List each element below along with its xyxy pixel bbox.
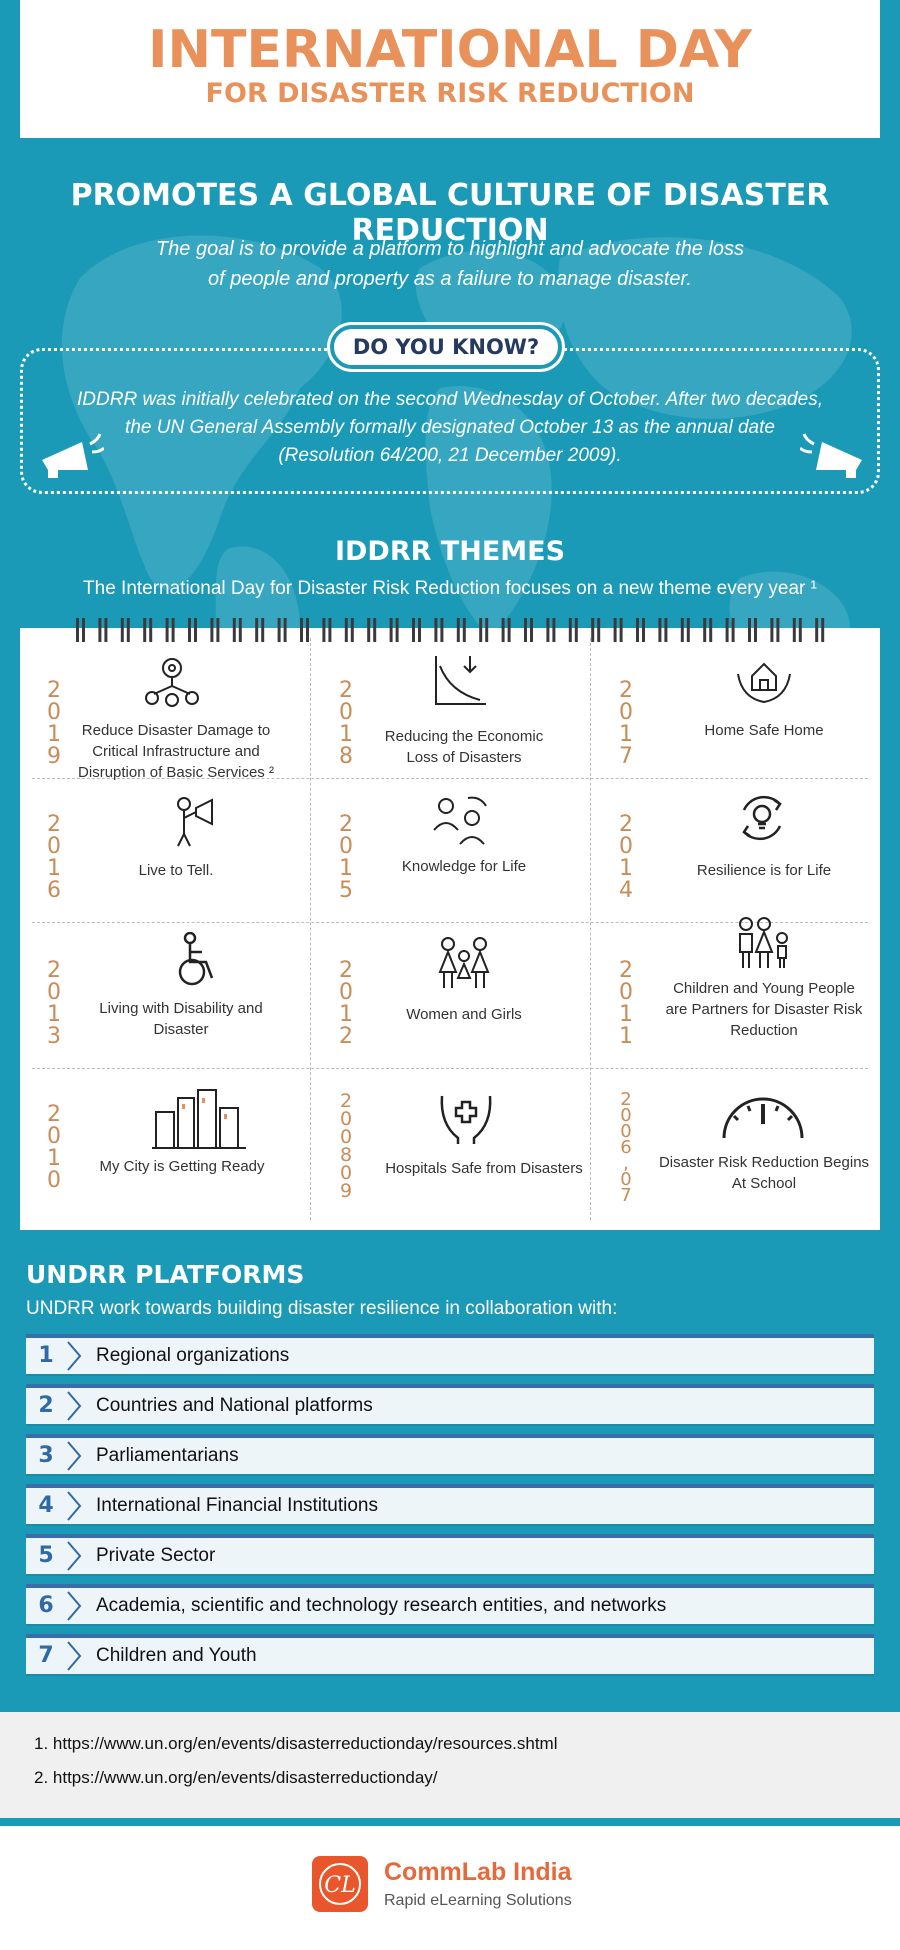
know-line-3: (Resolution 64/200, 21 December 2009).: [278, 445, 622, 466]
theme-year: 2 0 1 5: [339, 812, 353, 903]
binding-ring: [143, 618, 152, 642]
theme-label: Knowledge for Life: [401, 858, 527, 875]
platform-label: Countries and National platforms: [96, 1395, 373, 1416]
platform-number: 4: [38, 1493, 54, 1518]
binding-ring: [390, 618, 399, 642]
platform-number: 2: [38, 1393, 54, 1418]
binding-ring: [793, 618, 802, 642]
global-culture-heading: PROMOTES A GLOBAL CULTURE OF DISASTER REDUCTION: [70, 178, 830, 248]
binding-ring: [278, 618, 287, 642]
binding-ring: [367, 618, 376, 642]
do-you-know-label: DO YOU KNOW?: [330, 325, 562, 369]
theme-label: Hospitals Safe from Disasters: [385, 1160, 583, 1177]
brand-tagline: Rapid eLearning Solutions: [384, 1892, 572, 1909]
brand-name: CommLab India: [384, 1858, 572, 1886]
header-banner: [20, 0, 880, 138]
gauge-icon: [718, 1094, 808, 1144]
chevron-right-icon: [66, 1488, 84, 1524]
theme-label: Reduce Disaster Damage to Critical Infrastructure and Disruption of Basic Services ²: [78, 722, 274, 781]
theme-year: 2 0 0 6 , 0 7: [620, 1089, 632, 1206]
theme-year: 2 0 1 0: [47, 1102, 61, 1193]
binding-ring: [233, 618, 242, 642]
binding-ring: [345, 618, 354, 642]
binding-ring: [748, 618, 757, 642]
platform-item: [26, 1484, 874, 1524]
binding-ring: [457, 618, 466, 642]
chevron-right-icon: [66, 1438, 84, 1474]
megaphone-left-icon: [34, 430, 104, 480]
themes-board: [20, 628, 880, 1230]
chevron-right-icon: [66, 1638, 84, 1674]
women-girls-icon: [434, 936, 494, 992]
binding-ring: [569, 618, 578, 642]
column-divider: [590, 638, 591, 1220]
theme-year: 2 0 1 6: [47, 812, 61, 903]
page-subtitle: FOR DISASTER RISK REDUCTION: [205, 78, 695, 109]
binding-ring: [546, 618, 555, 642]
row-divider: [32, 1068, 868, 1069]
platform-item: [26, 1534, 874, 1574]
binding-ring: [255, 618, 264, 642]
themes-title: IDDRR THEMES: [334, 536, 566, 567]
footer: [0, 1826, 900, 1950]
commlab-logo-icon: [312, 1856, 368, 1912]
binding-ring: [681, 618, 690, 642]
infrastructure-icon: [142, 656, 202, 708]
main-section: [0, 138, 900, 1712]
binding-ring: [815, 618, 824, 642]
wheelchair-icon: [172, 932, 220, 988]
binding-ring: [726, 618, 735, 642]
goal-text: [0, 234, 900, 294]
know-line-2: the UN General Assembly formally designated October 13 as the annual date: [125, 417, 775, 438]
logo-letters: CL: [324, 1873, 356, 1898]
platform-label: International Financial Institutions: [96, 1495, 378, 1516]
binding-ring: [166, 618, 175, 642]
knowledge-icon: [430, 792, 492, 846]
platform-label: Parliamentarians: [96, 1445, 239, 1466]
theme-label: Resilience is for Life: [696, 862, 832, 879]
reference-link[interactable]: 1. https://www.un.org/en/events/disasterreductionday/resources.shtml: [34, 1734, 558, 1753]
platform-number: 3: [38, 1443, 54, 1468]
theme-year: 2 0 1 4: [619, 812, 633, 903]
platforms-title: UNDRR PLATFORMS: [26, 1260, 305, 1289]
binding-ring: [98, 618, 107, 642]
goal-line-2: of people and property as a failure to manage disaster.: [207, 268, 692, 290]
theme-label: Live to Tell.: [138, 862, 214, 879]
themes-subtitle: The International Day for Disaster Risk Reduction focuses on a new theme every year ¹: [83, 578, 817, 599]
platform-label: Children and Youth: [96, 1645, 257, 1666]
platform-item: [26, 1434, 874, 1474]
theme-year: 2 0 0 8 0 9: [339, 1090, 353, 1202]
platform-item: [26, 1584, 874, 1624]
page-title: INTERNATIONAL DAY: [148, 20, 752, 80]
home-hands-icon: [734, 654, 794, 708]
platform-item: [26, 1384, 874, 1424]
know-line-1: IDDRR was initially celebrated on the second Wednesday of October. After two decades,: [77, 389, 823, 410]
do-you-know-text: [60, 386, 840, 470]
platform-item: [26, 1634, 874, 1674]
logo-mark-icon: [312, 1856, 368, 1912]
platform-item: [26, 1334, 874, 1374]
binding-ring: [502, 618, 511, 642]
binding-ring: [591, 618, 600, 642]
binding-ring: [658, 618, 667, 642]
theme-label: Reducing the Economic Loss of Disasters: [384, 728, 544, 766]
footer-divider: [0, 1818, 900, 1826]
platform-number: 1: [38, 1343, 54, 1368]
chevron-right-icon: [66, 1338, 84, 1374]
binding-ring: [614, 618, 623, 642]
platform-label: Regional organizations: [96, 1345, 290, 1366]
theme-label: Home Safe Home: [704, 722, 824, 739]
binding-ring: [636, 618, 645, 642]
family-icon: [736, 916, 792, 970]
megaphone-person-icon: [170, 794, 220, 848]
binding-ring: [121, 618, 130, 642]
platforms-subtitle: UNDRR work towards building disaster resilience in collaboration with:: [26, 1298, 618, 1319]
theme-year: 2 0 1 8: [339, 678, 353, 769]
theme-label: Women and Girls: [406, 1006, 522, 1023]
binding-ring: [703, 618, 712, 642]
chevron-right-icon: [66, 1588, 84, 1624]
theme-year: 2 0 1 3: [47, 958, 61, 1049]
column-divider: [310, 638, 311, 1220]
theme-year: 2 0 1 7: [619, 678, 633, 769]
reference-link[interactable]: 2. https://www.un.org/en/events/disasterreductionday/: [34, 1768, 438, 1787]
theme-year: 2 0 1 1: [619, 958, 633, 1049]
theme-year: 2 0 1 9: [47, 678, 61, 769]
binding-ring: [300, 618, 309, 642]
goal-line-1: The goal is to provide a platform to highlight and advocate the loss: [155, 238, 745, 260]
theme-year: 2 0 1 2: [339, 958, 353, 1049]
theme-label: My City is Getting Ready: [99, 1158, 265, 1175]
theme-label: Disaster Risk Reduction Begins At School: [658, 1154, 870, 1192]
binding-ring: [412, 618, 421, 642]
binding-ring: [76, 618, 85, 642]
platform-number: 7: [38, 1643, 54, 1668]
economic-loss-icon: [430, 652, 490, 708]
chevron-right-icon: [66, 1388, 84, 1424]
references-section: [0, 1712, 900, 1824]
binding-ring: [188, 618, 197, 642]
binding-ring: [770, 618, 779, 642]
theme-label: Children and Young People are Partners for Disaster Risk Reduction: [665, 980, 863, 1039]
city-icon: [152, 1088, 246, 1150]
chevron-right-icon: [66, 1538, 84, 1574]
binding-ring: [479, 618, 488, 642]
binding-ring: [524, 618, 533, 642]
binding-ring: [434, 618, 443, 642]
megaphone-right-icon: [800, 430, 870, 480]
platform-number: 6: [38, 1593, 54, 1618]
platform-label: Private Sector: [96, 1545, 216, 1566]
platform-label: Academia, scientific and technology research entities, and networks: [96, 1595, 667, 1616]
platform-number: 5: [38, 1543, 54, 1568]
binding-ring: [322, 618, 331, 642]
hospital-hands-icon: [438, 1088, 494, 1146]
spiral-binding: [70, 616, 830, 646]
theme-label: Living with Disability and Disaster: [99, 1000, 263, 1038]
binding-ring: [210, 618, 219, 642]
lightbulb-cycle-icon: [734, 790, 790, 846]
